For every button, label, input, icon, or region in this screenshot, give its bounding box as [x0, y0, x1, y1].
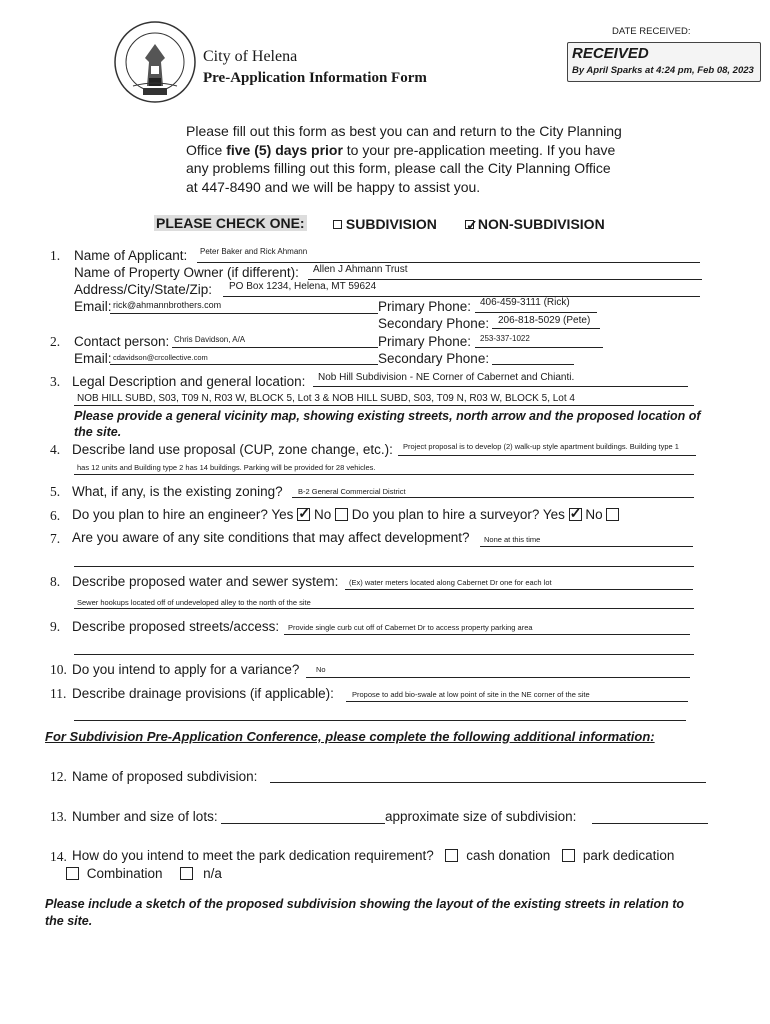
option-non-subdivision[interactable]: ✓ NON-SUBDIVISION	[465, 216, 605, 232]
lots-label: Number and size of lots:	[72, 809, 218, 824]
combination-checkbox[interactable]	[66, 867, 79, 880]
site-conditions-line-2	[74, 566, 694, 567]
contact-secondary-line	[492, 364, 574, 365]
q13-number: 13.	[50, 809, 67, 824]
non-subdivision-checkbox[interactable]	[465, 220, 474, 229]
received-stamp	[567, 42, 761, 82]
park-dedication-question: How do you intend to meet the park dedication requirement? cash donation park dedication	[72, 848, 675, 863]
contact-email-label: Email:	[74, 351, 112, 366]
zoning-label: What, if any, is the existing zoning?	[72, 484, 283, 499]
secondary-phone-label: Secondary Phone:	[378, 316, 490, 331]
variance-value[interactable]: No	[316, 665, 326, 674]
drainage-label: Describe drainage provisions (if applicable):	[72, 686, 334, 701]
owner-value[interactable]: Allen J Ahmann Trust	[313, 264, 408, 275]
subdivision-name-label: Name of proposed subdivision:	[72, 769, 258, 784]
subdivision-checkbox[interactable]	[333, 220, 342, 229]
variance-label: Do you intend to apply for a variance?	[72, 662, 300, 677]
subdivision-name-line[interactable]	[270, 782, 706, 783]
email-label: Email:	[74, 299, 112, 314]
q6-number: 6.	[50, 508, 61, 523]
park-options-row: Combination n/a	[66, 866, 222, 881]
q7-number: 7.	[50, 531, 61, 546]
sketch-note: Please include a sketch of the proposed subdivision showing the layout of the existing streets in relation to the site.	[45, 897, 685, 928]
secondary-phone-line	[492, 328, 600, 329]
cash-donation-checkbox[interactable]	[445, 849, 458, 862]
streets-line-1	[284, 634, 690, 635]
legal-label: Legal Description and general location:	[72, 374, 306, 389]
land-use-label: Describe land use proposal (CUP, zone change, etc.):	[72, 442, 393, 457]
contact-email-value[interactable]: cdavidson@crcollective.com	[113, 353, 208, 362]
stamp-title: RECEIVED	[572, 45, 649, 62]
applicant-value[interactable]: Peter Baker and Rick Ahmann	[200, 247, 308, 256]
zoning-line	[292, 497, 694, 498]
subdivision-heading: For Subdivision Pre-Application Conference, please complete the following additional information:	[45, 729, 655, 744]
q3-number: 3.	[50, 374, 61, 389]
land-use-value-2[interactable]: has 12 units and Building type 2 has 14 buildings. Parking will be provided for 28 vehicles.	[77, 463, 376, 472]
city-seal	[113, 20, 197, 104]
check-one-label: PLEASE CHECK ONE:	[156, 215, 305, 231]
streets-value[interactable]: Provide single curb cut off of Cabernet Dr to access property parking area	[288, 623, 533, 632]
legal-value-1[interactable]: Nob Hill Subdivision - NE Corner of Cabernet and Chianti.	[318, 372, 575, 383]
contact-label: Contact person:	[74, 334, 170, 349]
contact-value[interactable]: Chris Davidson, A/A	[174, 335, 246, 344]
drainage-value[interactable]: Propose to add bio-swale at low point of site in the NE corner of the site	[352, 690, 590, 699]
applicant-label: Name of Applicant:	[74, 248, 188, 263]
q5-number: 5.	[50, 484, 61, 499]
contact-primary-label: Primary Phone:	[378, 334, 472, 349]
water-sewer-value-1[interactable]: (Ex) water meters located along Cabernet Dr one for each lot	[349, 578, 552, 587]
drainage-line-1	[346, 701, 688, 702]
secondary-phone-value[interactable]: 206-818-5029 (Pete)	[498, 315, 591, 326]
land-use-line-1	[398, 455, 696, 456]
email-line	[110, 313, 378, 314]
q2-number: 2.	[50, 334, 61, 349]
form-title: Pre-Application Information Form	[203, 70, 427, 86]
owner-line	[308, 279, 702, 280]
water-sewer-label: Describe proposed water and sewer system:	[72, 574, 339, 589]
na-checkbox[interactable]	[180, 867, 193, 880]
surveyor-no-checkbox[interactable]	[606, 508, 619, 521]
address-line	[223, 296, 700, 297]
land-use-value-1[interactable]: Project proposal is to develop (2) walk-up style apartment buildings. Building type 1	[403, 442, 679, 451]
contact-primary-line	[475, 347, 603, 348]
intro-paragraph	[186, 122, 622, 196]
streets-label: Describe proposed streets/access:	[72, 619, 280, 634]
contact-secondary-label: Secondary Phone:	[378, 351, 490, 366]
site-conditions-label: Are you aware of any site conditions that may affect development?	[72, 530, 470, 545]
contact-primary-value[interactable]: 253-337-1022	[480, 334, 530, 343]
owner-label: Name of Property Owner (if different):	[74, 265, 299, 280]
water-sewer-line-2	[74, 608, 694, 609]
water-sewer-value-2[interactable]: Sewer hookups located off of undeveloped alley to the north of the site	[77, 598, 311, 607]
site-conditions-value[interactable]: None at this time	[484, 535, 541, 544]
lots-line[interactable]	[221, 823, 385, 824]
engineer-question: Do you plan to hire an engineer? Yes ✓ No Do you plan to hire a surveyor? Yes ✓ No	[72, 507, 619, 522]
intro-line-3: any problems filling out this form, please call the City Planning Office	[186, 160, 611, 176]
stamp-sub: By April Sparks at 4:24 pm, Feb 08, 2023	[572, 65, 754, 76]
q10-number: 10.	[50, 662, 67, 677]
surveyor-yes-checkbox[interactable]	[569, 508, 582, 521]
intro-line-1: Please fill out this form as best you can and return to the City Planning	[186, 123, 622, 139]
park-dedication-checkbox[interactable]	[562, 849, 575, 862]
q8-number: 8.	[50, 574, 61, 589]
applicant-line	[197, 262, 700, 263]
city-name: City of Helena	[203, 48, 298, 65]
primary-phone-label: Primary Phone:	[378, 299, 472, 314]
date-received-label: DATE RECEIVED:	[612, 26, 691, 37]
q14-number: 14.	[50, 849, 67, 864]
legal-line-2	[74, 405, 694, 406]
legal-value-2[interactable]: NOB HILL SUBD, S03, T09 N, R03 W, BLOCK 5, Lot 3 & NOB HILL SUBD, S03, T09 N, R03 W, BLOCK 5, Lot 4	[77, 393, 575, 404]
intro-line-4: at 447-8490 and we will be happy to assist you.	[186, 178, 481, 195]
q4-number: 4.	[50, 442, 61, 457]
zoning-value[interactable]: B-2 General Commercial District	[298, 487, 406, 496]
q12-number: 12.	[50, 769, 67, 784]
streets-line-2	[74, 654, 694, 655]
site-conditions-line-1	[480, 546, 693, 547]
q1-number: 1.	[50, 248, 61, 263]
approx-size-label: approximate size of subdivision:	[385, 809, 577, 824]
variance-line	[306, 677, 690, 678]
address-label: Address/City/State/Zip:	[74, 282, 213, 297]
intro-line-2: Office five (5) days prior to your pre-application meeting. If you have	[186, 141, 616, 158]
water-sewer-line-1	[345, 589, 693, 590]
contact-email-line	[110, 364, 378, 365]
contact-line	[172, 347, 378, 348]
land-use-line-2	[74, 474, 694, 475]
primary-phone-value[interactable]: 406-459-3111 (Rick)	[480, 297, 570, 308]
vicinity-map-note: Please provide a general vicinity map, showing existing streets, north arrow and the proposed location of the site.	[74, 409, 701, 439]
approx-size-line[interactable]	[592, 823, 708, 824]
q11-number: 11.	[50, 686, 67, 701]
engineer-yes-checkbox[interactable]	[297, 508, 310, 521]
q9-number: 9.	[50, 619, 61, 634]
address-value[interactable]: PO Box 1234, Helena, MT 59624	[229, 281, 377, 292]
primary-phone-line	[475, 312, 597, 313]
drainage-line-2	[74, 720, 686, 721]
option-subdivision[interactable]: SUBDIVISION	[333, 216, 437, 232]
legal-line-1	[313, 386, 688, 387]
engineer-no-checkbox[interactable]	[335, 508, 348, 521]
email-value[interactable]: rick@ahmannbrothers.com	[113, 300, 222, 310]
